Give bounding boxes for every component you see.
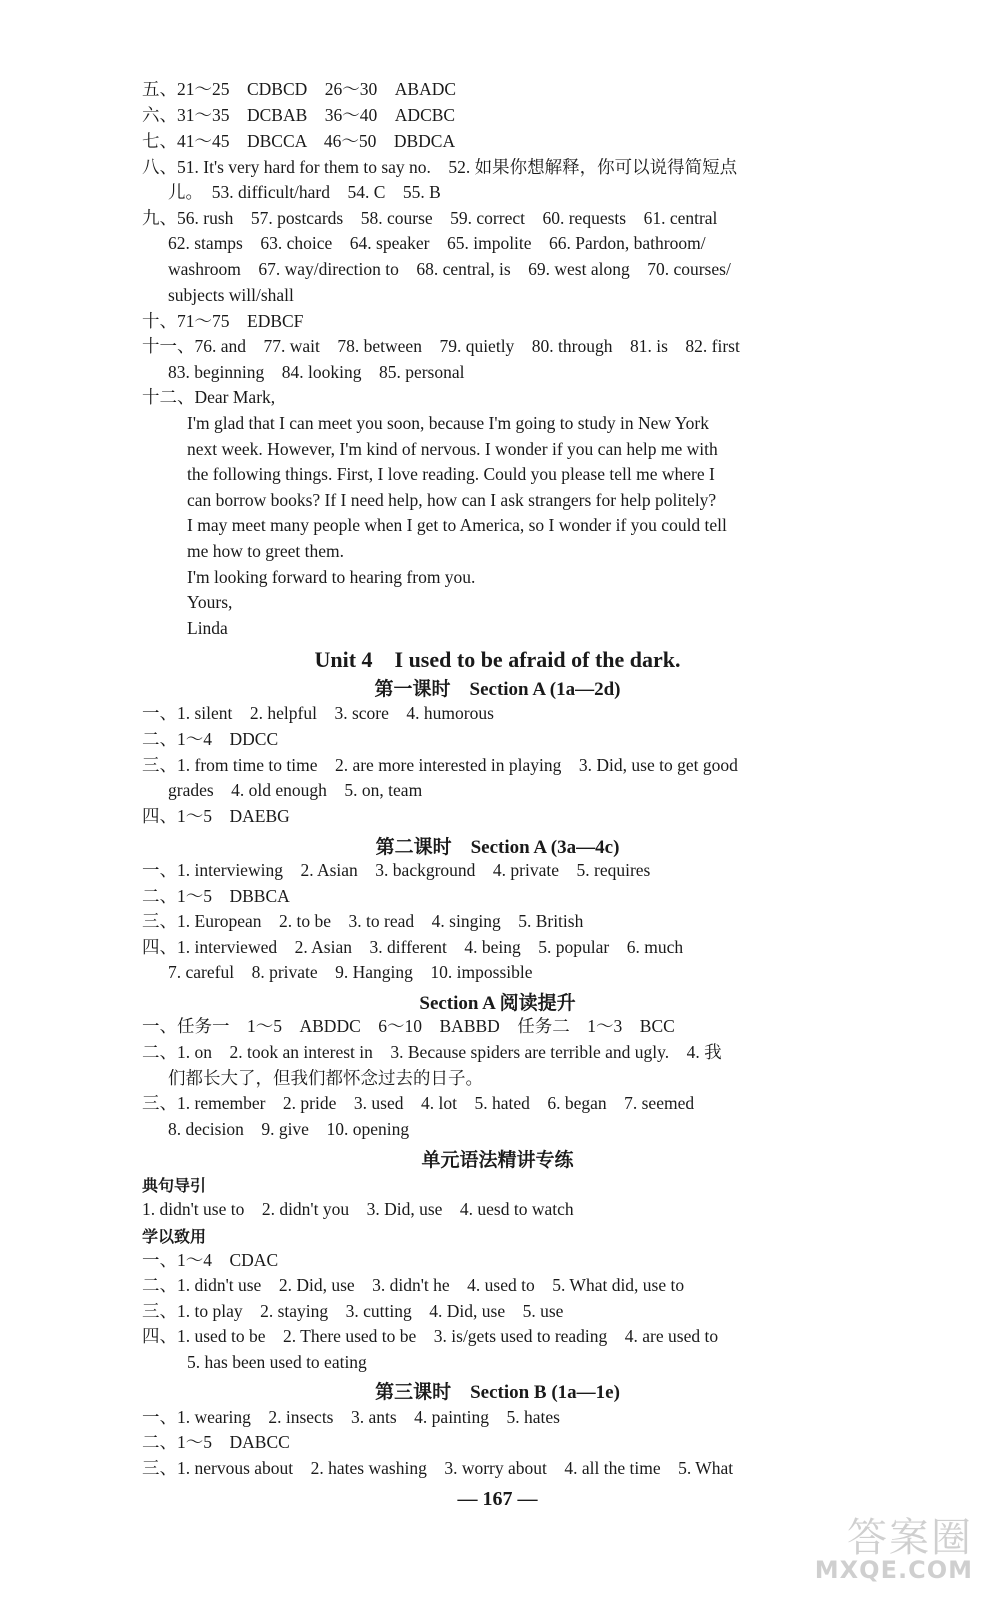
letter-line: the following things. First, I love reading. Could you please tell me where I — [187, 464, 715, 484]
answer-line: washroom 67. way/direction to 68. central, is 69. west along 70. courses/ — [168, 259, 731, 279]
section-title: 第二课时 Section A (3a—4c) — [375, 837, 620, 858]
answer-line: 一、1. silent 2. helpful 3. score 4. humorous — [142, 703, 494, 723]
section-title: 单元语法精讲专练 — [421, 1150, 574, 1171]
answer-line: 一、1. wearing 2. insects 3. ants 4. painting 5. hates — [142, 1407, 560, 1427]
answer-line: 5. has been used to eating — [187, 1352, 367, 1372]
answer-line: 7. careful 8. private 9. Hanging 10. impossible — [168, 962, 533, 982]
answer-line: 三、1. nervous about 2. hates washing 3. worry about 4. all the time 5. What — [142, 1458, 734, 1478]
answer-line: 二、1. on 2. took an interest in 3. Because spiders are terrible and ugly. 4. 我 — [142, 1042, 722, 1062]
section-title: 第三课时 Section B (1a—1e) — [375, 1382, 620, 1403]
answer-line: 六、31～35 DCBAB 36～40 ADCBC — [142, 105, 456, 125]
answer-line: grades 4. old enough 5. on, team — [168, 780, 423, 800]
answer-line: 二、1～5 DBBCA — [142, 886, 290, 906]
answer-line: 们都长大了，但我们都怀念过去的日子。 — [168, 1068, 483, 1088]
answer-line: 九、56. rush 57. postcards 58. course 59. correct 60. requests 61. central — [142, 208, 718, 228]
letter-line: Linda — [187, 618, 228, 638]
answer-line: 一、1. interviewing 2. Asian 3. background 4. private 5. requires — [142, 860, 651, 880]
answer-line: 四、1～5 DAEBG — [142, 806, 290, 826]
letter-line: me how to greet them. — [187, 541, 344, 561]
section-title: 第一课时 Section A (1a—2d) — [374, 679, 621, 700]
answer-line: 1. didn't use to 2. didn't you 3. Did, use 4. uesd to watch — [142, 1199, 574, 1219]
answer-line: 四、1. interviewed 2. Asian 3. different 4. being 5. popular 6. much — [142, 937, 684, 957]
answer-line: 三、1. to play 2. staying 3. cutting 4. Did, use 5. use — [142, 1301, 564, 1321]
answer-line: 儿。 53. difficult/hard 54. C 55. B — [168, 182, 441, 202]
watermark-url: MXQE.COM — [814, 1556, 973, 1584]
letter-line: can borrow books? If I need help, how can I ask strangers for help politely? — [187, 490, 717, 510]
unit-title: Unit 4 I used to be afraid of the dark. — [314, 647, 681, 672]
letter-line: I'm looking forward to hearing from you. — [187, 567, 476, 587]
sub-label: 典句导引 — [142, 1178, 207, 1195]
sub-label: 学以致用 — [142, 1229, 207, 1246]
answer-line: 八、51. It's very hard for them to say no. 52. 如果你想解释，你可以说得简短点 — [142, 157, 738, 177]
answer-line: 十、71～75 EDBCF — [142, 311, 304, 331]
letter-line: Yours, — [187, 592, 233, 612]
answer-line: 一、1～4 CDAC — [142, 1250, 279, 1270]
answer-line: 二、1～5 DABCC — [142, 1432, 290, 1452]
letter-line: next week. However, I'm kind of nervous. I wonder if you can help me with — [187, 439, 718, 459]
answer-line: 七、41～45 DBCCA 46～50 DBDCA — [142, 131, 456, 151]
watermark-text: 答案圈 — [847, 1515, 973, 1561]
answer-line: 十二、Dear Mark, — [142, 387, 276, 407]
answer-line: 83. beginning 84. looking 85. personal — [168, 362, 465, 382]
answer-line: 一、任务一 1～5 ABDDC 6～10 BABBD 任务二 1～3 BCC — [142, 1016, 675, 1036]
answer-line: 三、1. European 2. to be 3. to read 4. singing 5. British — [142, 911, 584, 931]
answer-line: 三、1. remember 2. pride 3. used 4. lot 5. hated 6. began 7. seemed — [142, 1093, 695, 1113]
answer-line: 62. stamps 63. choice 64. speaker 65. impolite 66. Pardon, bathroom/ — [168, 233, 706, 253]
answer-line: 三、1. from time to time 2. are more interested in playing 3. Did, use to get good — [142, 755, 738, 775]
answer-line: 二、1. didn't use 2. Did, use 3. didn't he 4. used to 5. What did, use to — [142, 1275, 685, 1295]
answer-line: 8. decision 9. give 10. opening — [168, 1119, 410, 1139]
watermark-logo — [793, 1506, 973, 1586]
section-title: Section A 阅读提升 — [419, 993, 576, 1014]
answer-line: 五、21～25 CDBCD 26～30 ABADC — [142, 79, 457, 99]
answer-line: 四、1. used to be 2. There used to be 3. is/gets used to reading 4. are used to — [142, 1326, 719, 1346]
letter-line: I'm glad that I can meet you soon, because I'm going to study in New York — [187, 413, 709, 433]
answer-line: 二、1～4 DDCC — [142, 729, 279, 749]
answer-line: subjects will/shall — [168, 285, 294, 305]
letter-line: I may meet many people when I get to America, so I wonder if you could tell — [187, 515, 727, 535]
page-number: — 167 — — [457, 1488, 538, 1510]
answer-line: 十一、76. and 77. wait 78. between 79. quietly 80. through 81. is 82. first — [142, 336, 740, 356]
